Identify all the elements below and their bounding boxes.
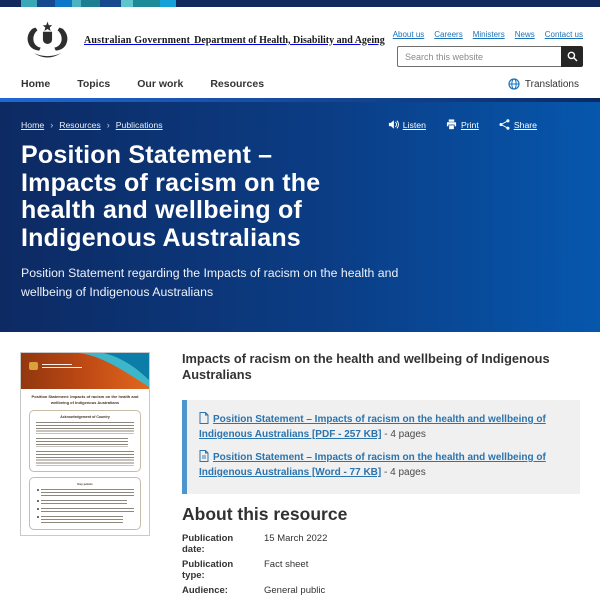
primary-nav bbox=[0, 70, 600, 98]
search-button[interactable] bbox=[561, 46, 583, 67]
department-wordmark bbox=[84, 30, 385, 48]
thumbnail-acknowledgement-box bbox=[29, 410, 141, 472]
nav-item-resources[interactable]: Resources bbox=[210, 78, 265, 90]
department-name: Department of Health, Disability and Ageing bbox=[194, 35, 385, 46]
nav-item-home[interactable]: Home bbox=[21, 78, 51, 90]
search-icon bbox=[567, 51, 578, 62]
link-contact-us[interactable]: Contact us bbox=[544, 30, 583, 39]
detail-label: Publication date: bbox=[182, 533, 234, 555]
thumbnail-paragraph bbox=[36, 438, 128, 447]
breadcrumb-publications[interactable]: Publications bbox=[115, 120, 163, 130]
top-brand-stripe bbox=[0, 0, 600, 7]
chevron-right-icon: › bbox=[50, 120, 54, 130]
link-about-us[interactable]: About us bbox=[392, 30, 425, 39]
download-pages-pdf: - 4 pages bbox=[381, 429, 426, 440]
thumbnail-title: Position Statement: Impacts of racism on the health and wellbeing of Indigenous Australians bbox=[31, 394, 139, 405]
link-ministers[interactable]: Ministers bbox=[472, 30, 505, 39]
chevron-right-icon: › bbox=[106, 120, 110, 130]
translations-label: Translations bbox=[524, 78, 579, 90]
about-resource-heading: About this resource bbox=[182, 504, 348, 524]
print-button[interactable] bbox=[446, 119, 479, 130]
detail-audience bbox=[182, 585, 325, 596]
globe-icon bbox=[508, 78, 520, 90]
link-careers[interactable]: Careers bbox=[434, 30, 463, 39]
download-item-pdf bbox=[199, 412, 568, 442]
detail-label: Publication type: bbox=[182, 559, 234, 581]
primary-nav-items bbox=[21, 78, 264, 90]
mini-coat-of-arms-icon bbox=[29, 362, 38, 370]
speaker-icon bbox=[388, 119, 399, 130]
page-title: Position Statement – Impacts of racism on the health and wellbeing of Indigenous Australians bbox=[21, 141, 321, 252]
thumbnail-ack-heading: Acknowledgement of Country bbox=[60, 415, 110, 419]
publication-thumbnail bbox=[20, 352, 150, 536]
thumbnail-key-heading: Key points bbox=[77, 482, 93, 486]
translations-link[interactable] bbox=[508, 78, 579, 90]
downloads-box bbox=[182, 400, 580, 494]
detail-publication-date bbox=[182, 533, 327, 555]
thumbnail-key-points-box bbox=[29, 477, 141, 530]
detail-value: General public bbox=[264, 585, 326, 596]
breadcrumb-home[interactable]: Home bbox=[21, 120, 45, 130]
listen-button[interactable] bbox=[388, 119, 426, 130]
share-label: Share bbox=[513, 119, 537, 130]
hero-banner bbox=[0, 98, 600, 332]
page-subtitle: Position Statement regarding the Impacts of racism on the health and wellbeing of Indigenous Australians bbox=[21, 266, 399, 299]
thumbnail-paragraph bbox=[36, 451, 134, 466]
link-news[interactable]: News bbox=[514, 30, 535, 39]
thumbnail-bullet bbox=[36, 508, 134, 513]
printer-icon bbox=[446, 119, 457, 130]
site-header bbox=[0, 7, 600, 70]
download-pages-word: - 4 pages bbox=[381, 467, 426, 478]
detail-publication-type bbox=[182, 559, 308, 581]
government-logo[interactable] bbox=[20, 18, 385, 60]
thumbnail-bullet bbox=[36, 516, 134, 524]
coat-of-arms-icon bbox=[20, 18, 75, 60]
detail-label: Audience: bbox=[182, 585, 228, 596]
resource-heading: Impacts of racism on the health and wellbeing of Indigenous Australians bbox=[182, 351, 550, 382]
gov-title: Australian Government bbox=[84, 35, 191, 46]
detail-value: 15 March 2022 bbox=[264, 533, 328, 544]
hero-accent-bar bbox=[0, 98, 600, 102]
utility-nav bbox=[393, 30, 583, 39]
breadcrumb-resources[interactable]: Resources bbox=[59, 120, 101, 130]
thumbnail-crest bbox=[29, 362, 82, 370]
word-file-icon bbox=[199, 450, 209, 462]
nav-item-topics[interactable]: Topics bbox=[77, 78, 111, 90]
listen-label: Listen bbox=[402, 119, 426, 130]
download-link-pdf[interactable]: Position Statement – Impacts of racism on the health and wellbeing of Indigenous Australians [PDF - 257 KB] bbox=[199, 414, 546, 440]
pdf-file-icon bbox=[199, 412, 209, 424]
download-link-word[interactable]: Position Statement – Impacts of racism on the health and wellbeing of Indigenous Australians [Word - 77 KB] bbox=[199, 452, 546, 478]
page-actions bbox=[388, 119, 537, 130]
main-content bbox=[0, 332, 600, 600]
nav-item-our-work[interactable]: Our work bbox=[137, 78, 184, 90]
share-button[interactable] bbox=[499, 119, 537, 130]
share-icon bbox=[499, 119, 510, 130]
download-item-word bbox=[199, 450, 568, 480]
site-search bbox=[397, 46, 583, 67]
print-label: Print bbox=[460, 119, 479, 130]
thumbnail-header-art bbox=[21, 353, 149, 389]
thumbnail-bullet bbox=[36, 500, 134, 505]
thumbnail-paragraph bbox=[36, 422, 134, 434]
breadcrumb bbox=[21, 120, 163, 130]
detail-value: Fact sheet bbox=[264, 559, 309, 570]
search-input[interactable] bbox=[397, 46, 561, 67]
thumbnail-bullet bbox=[36, 489, 134, 497]
